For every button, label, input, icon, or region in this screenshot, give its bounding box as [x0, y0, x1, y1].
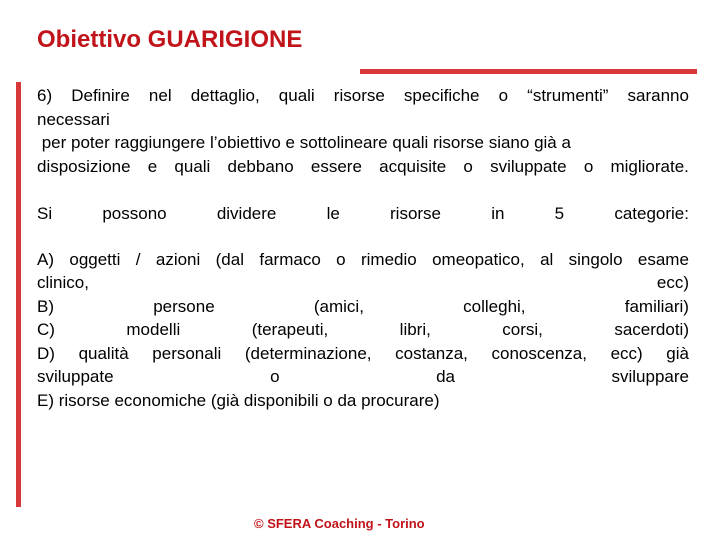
- category-a-line1: [37, 248, 689, 272]
- word: essere: [310, 156, 362, 176]
- word: “strumenti”: [527, 86, 609, 105]
- categories-intro: Si possono dividere le risorse in 5 categorie:: [37, 204, 689, 223]
- point6-line2: necessari: [37, 109, 110, 129]
- word: quali: [174, 156, 211, 176]
- word: 6): [37, 86, 53, 105]
- word: risorse: [333, 86, 385, 105]
- word: saranno: [627, 86, 689, 105]
- category-d-line1: D) qualità personali (determinazione, costanza, conoscenza, ecc) già: [37, 343, 689, 363]
- word: o: [336, 249, 346, 269]
- title-underline-bar: [360, 69, 697, 74]
- word: A): [37, 249, 54, 269]
- category-d-line2: sviluppate o da sviluppare: [37, 367, 689, 386]
- word: migliorate.: [610, 156, 689, 176]
- word: azioni: [155, 249, 201, 269]
- point6-line3: per poter raggiungere l’obiettivo e sottolineare quali risorse siano già a: [37, 133, 571, 152]
- word: e: [147, 156, 158, 176]
- point6-line1: [37, 84, 689, 108]
- word: disposizione: [37, 156, 131, 176]
- word: rimedio: [360, 249, 417, 269]
- word: debbano: [227, 156, 294, 176]
- word: omeopatico,: [432, 249, 525, 269]
- category-a-line2: clinico, ecc): [37, 273, 689, 292]
- category-e: E) risorse economiche (già disponibili o da procurare): [37, 390, 440, 410]
- word: farmaco: [259, 249, 321, 269]
- category-c: C) modelli (terapeuti, libri, corsi, sacerdoti): [37, 320, 689, 339]
- footer-text: © SFERA Coaching - Torino: [254, 516, 425, 531]
- word: /: [135, 249, 141, 269]
- word: nel: [148, 86, 172, 105]
- word: Definire: [71, 86, 130, 105]
- word: oggetti: [69, 249, 121, 269]
- word: singolo: [568, 249, 623, 269]
- word: acquisite: [379, 156, 447, 176]
- word: specifiche: [403, 86, 480, 105]
- category-b: B) persone (amici, colleghi, familiari): [37, 296, 689, 316]
- word: o: [498, 86, 509, 105]
- word: o: [463, 156, 473, 176]
- word: (dal: [215, 249, 244, 269]
- slide-title: Obiettivo GUARIGIONE: [37, 26, 303, 53]
- word: al: [540, 249, 554, 269]
- point6-line4: [37, 155, 689, 179]
- word: o: [583, 156, 594, 176]
- word: quali: [278, 86, 315, 105]
- word: dettaglio,: [190, 86, 260, 105]
- slide-body: [37, 84, 689, 412]
- left-vertical-bar: [16, 82, 21, 507]
- word: esame: [637, 249, 689, 269]
- word: sviluppate: [490, 156, 567, 176]
